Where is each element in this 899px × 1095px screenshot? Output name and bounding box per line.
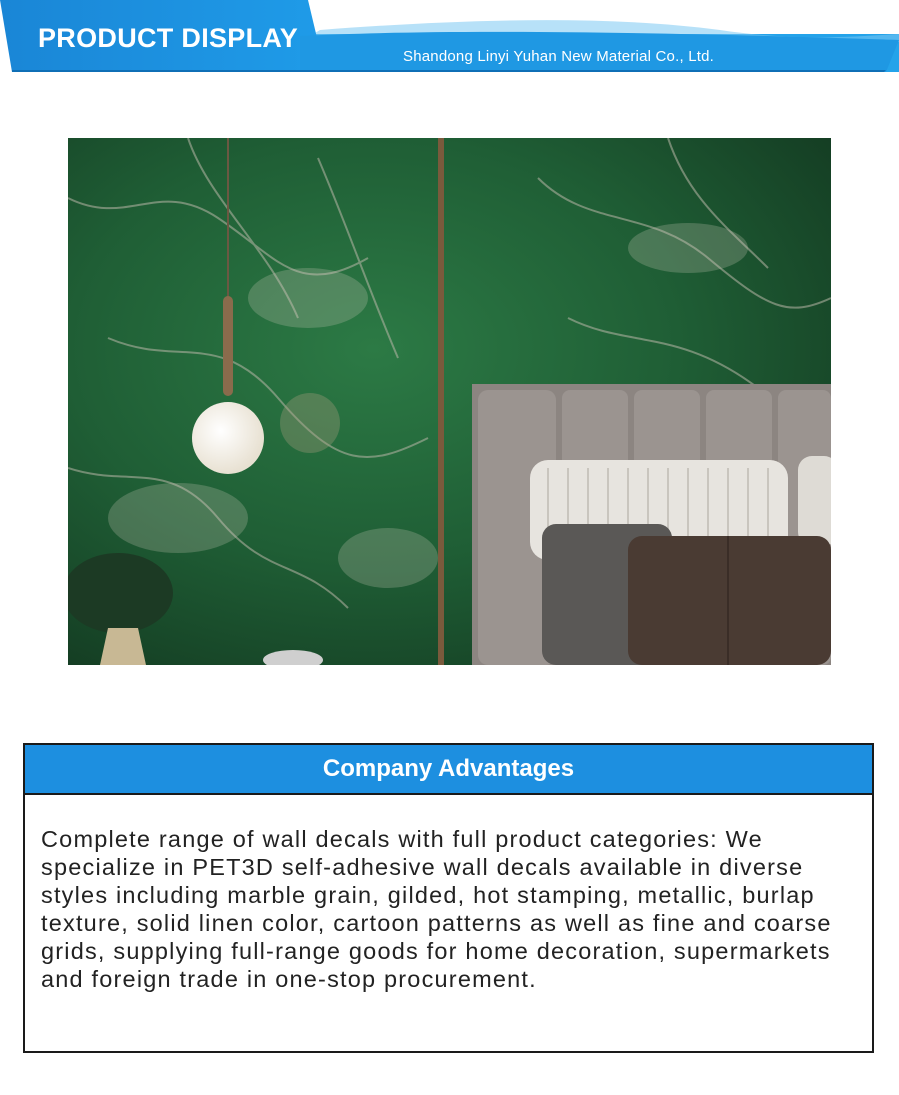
banner-title: PRODUCT DISPLAY xyxy=(38,23,299,53)
advantages-text: Complete range of wall decals with full product categories: We specialize in PET3D self-adhesive wall decals available in diverse styles including marble grain, gilded, hot stamping, metallic, burlap texture, solid linen color, cartoon patterns as well as fine and coarse grids, supplying full-range goods for home decoration, supermarkets and foreign trade in one-stop procurement. xyxy=(41,826,832,992)
company-advantages-panel xyxy=(23,743,874,1053)
marble-bedroom-image xyxy=(68,138,831,665)
company-name: Shandong Linyi Yuhan New Material Co., Ltd. xyxy=(403,48,715,65)
product-display-banner xyxy=(0,0,899,100)
product-photo xyxy=(68,138,831,665)
advantages-title: Company Advantages xyxy=(322,755,575,782)
advantages-header xyxy=(25,745,872,795)
